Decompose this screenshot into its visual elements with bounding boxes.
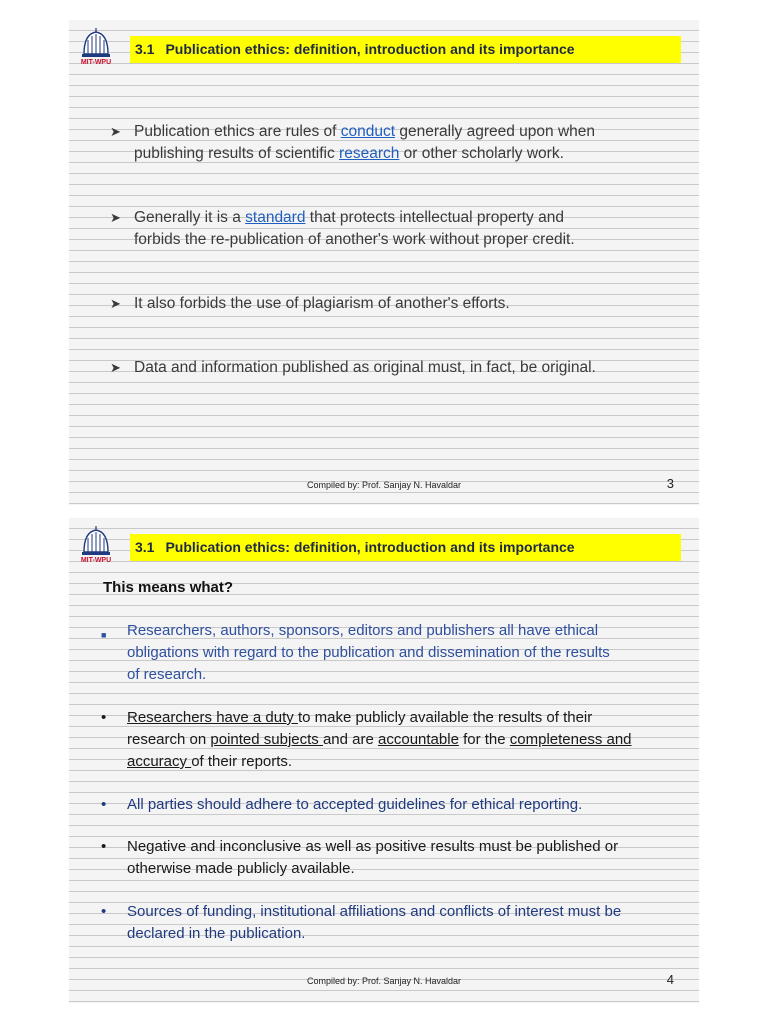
text: accuracy [127, 753, 192, 770]
text: accountable [378, 731, 459, 748]
text: publishing results of scientific [134, 145, 340, 162]
dot-bullet-icon: • [101, 796, 107, 813]
text: Negative and inconclusive as well as positive results must be published or [127, 838, 619, 855]
title-number: 3.1 [135, 539, 155, 555]
mit-wpu-logo [79, 524, 113, 566]
slide-title [130, 534, 681, 561]
title-text: Publication ethics: definition, introduction and its importance [165, 41, 575, 57]
text: Sources of funding, institutional affiliations and conflicts of interest must be [127, 903, 622, 920]
bullet-text: Data and information published as original must, in fact, be original. [134, 359, 596, 376]
text: completeness and [509, 731, 632, 748]
slide-3 [69, 20, 699, 505]
text: Publication ethics are rules of [134, 123, 341, 140]
text: Researchers have a duty [127, 709, 298, 726]
text: for the [458, 731, 510, 748]
text: research on [127, 731, 211, 748]
mit-wpu-logo [79, 26, 113, 68]
footer-credit: Compiled by: Prof. Sanjay N. Havaldar [306, 480, 462, 490]
arrow-bullet-icon: ➤ [110, 210, 121, 225]
standard-link[interactable]: standard [245, 209, 306, 226]
bullet-text [127, 836, 618, 880]
slide-title [130, 36, 681, 63]
text: pointed subjects [210, 731, 323, 748]
conduct-link[interactable]: conduct [340, 123, 396, 140]
arrow-bullet-icon: ➤ [110, 360, 121, 375]
bullet-text: All parties should adhere to accepted guidelines for ethical reporting. [127, 796, 583, 813]
research-link[interactable]: research [339, 145, 400, 162]
bullet-text [134, 207, 575, 251]
text: or other scholarly work. [399, 145, 564, 162]
dot-bullet-icon: • [101, 709, 107, 726]
bullet-text: It also forbids the use of plagiarism of another's efforts. [134, 295, 510, 312]
logo-text: MIT-WPU [80, 557, 112, 564]
text: forbids the re-publication of another's work without proper credit. [134, 231, 575, 248]
bullet-text [134, 121, 595, 165]
text: of their reports. [191, 753, 293, 770]
page-number: 3 [666, 476, 674, 491]
title-number: 3.1 [135, 41, 155, 57]
text: Generally it is a [134, 209, 246, 226]
logo-text: MIT-WPU [80, 59, 112, 66]
text: to make publicly available the results of their [297, 709, 593, 726]
bullet-text [127, 620, 610, 686]
text: and are [322, 731, 379, 748]
dot-bullet-icon: • [101, 903, 107, 920]
footer-credit: Compiled by: Prof. Sanjay N. Havaldar [306, 976, 462, 986]
dome-icon [79, 524, 113, 558]
arrow-bullet-icon: ➤ [110, 296, 121, 311]
bullet-text [127, 901, 621, 945]
text: that protects intellectual property and [305, 209, 564, 226]
title-text: Publication ethics: definition, introduction and its importance [165, 539, 575, 555]
text: generally agreed upon when [395, 123, 596, 140]
slide-4 [69, 518, 699, 1003]
page-number: 4 [666, 972, 674, 987]
text: obligations with regard to the publication and dissemination of the results [127, 644, 610, 661]
text: Researchers, authors, sponsors, editors and publishers all have ethical [127, 622, 599, 639]
dot-bullet-icon: • [101, 838, 107, 855]
dome-icon [79, 26, 113, 60]
arrow-bullet-icon: ➤ [110, 124, 121, 139]
text: of research. [127, 666, 207, 683]
square-bullet-icon: ■ [101, 630, 107, 640]
text: otherwise made publicly available. [127, 860, 355, 877]
bullet-text [127, 707, 632, 773]
section-heading: This means what? [103, 579, 234, 596]
text: declared in the publication. [127, 925, 306, 942]
